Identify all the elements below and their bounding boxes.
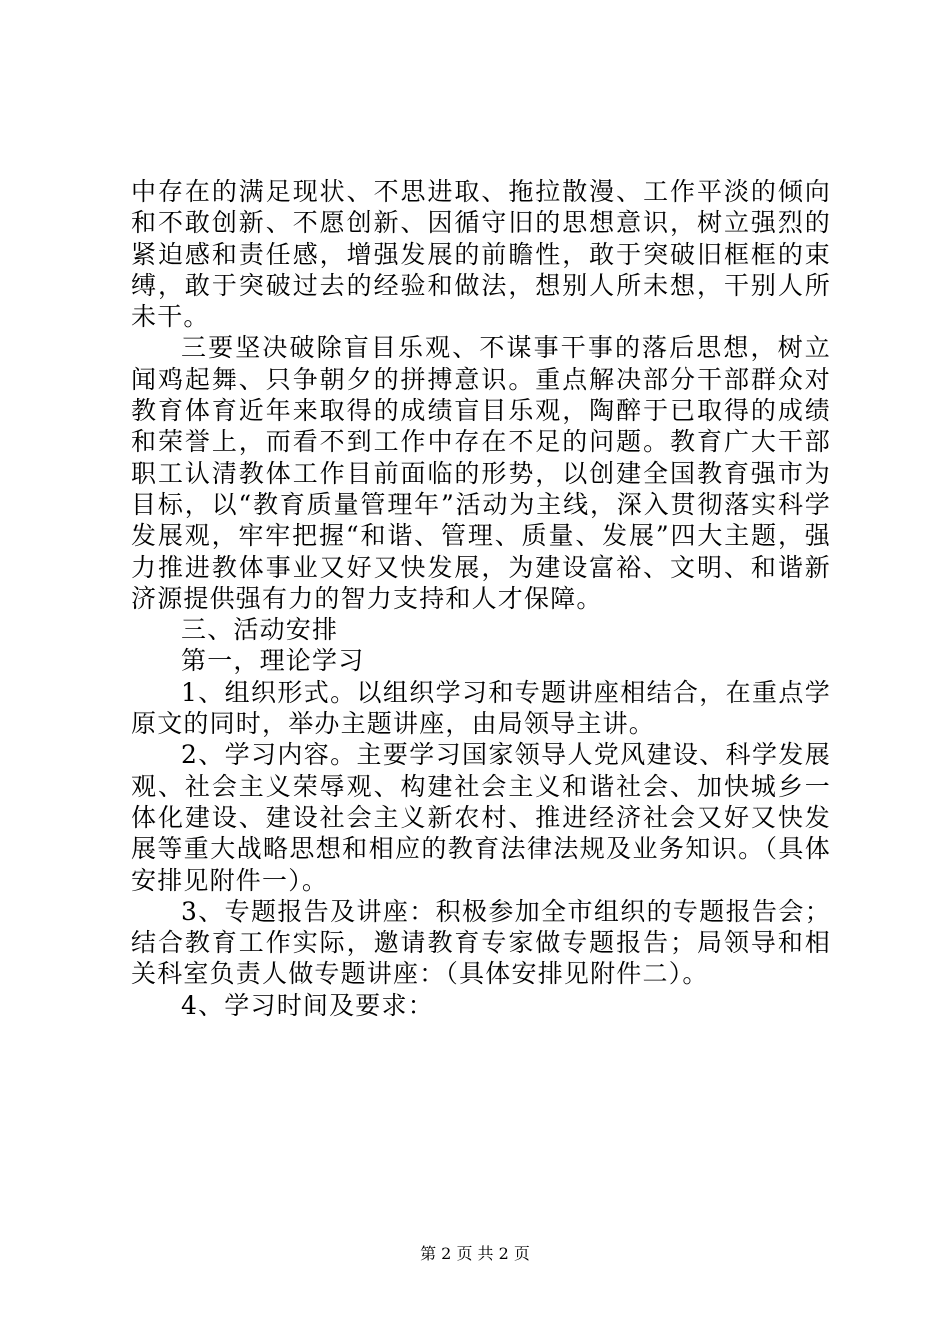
paragraph-organization-form: 1、组织形式。以组织学习和专题讲座相结合，在重点学原文的同时，举办主题讲座，由局领导主讲。: [131, 677, 831, 739]
paragraph-study-content: 2、学习内容。主要学习国家领导人党风建设、科学发展观、社会主义荣辱观、构建社会主义和谐社会、加快城乡一体化建设、建设社会主义新农村、推进经济社会又好又快发展等重大战略思想和相应的教育法律法规及业务知识。（具体安排见附件一）。: [131, 740, 831, 895]
paragraph-2: 三要坚决破除盲目乐观、不谋事干事的落后思想，树立闻鸡起舞、只争朝夕的拼搏意识。重点解决部分干部群众对教育体育近年来取得的成绩盲目乐观，陶醉于已取得的成绩和荣誉上，而看不到工作中存在不足的问题。教育广大干部职工认清教体工作目前面临的形势，以创建全国教育强市为目标，以“教育质量管理年”活动为主线，深入贯彻落实科学发展观，牢牢把握“和谐、管理、质量、发展”四大主题，强力推进教体事业又好又快发展，为建设富裕、文明、和谐新济源提供强有力的智力支持和人才保障。: [131, 333, 831, 613]
section-heading-activity-arrangement: 三、活动安排: [181, 615, 339, 645]
page-number-footer: 第 2 页 共 2 页: [420, 1244, 530, 1263]
document-body: [131, 176, 831, 1021]
paragraph-study-time: 4、学习时间及要求：: [181, 990, 434, 1020]
paragraph-special-reports: 3、专题报告及讲座：积极参加全市组织的专题报告会；结合教育工作实际，邀请教育专家做专题报告；局领导和相关科室负责人做专题讲座：（具体安排见附件二）。: [131, 896, 831, 989]
subheading-theory-study: 第一，理论学习: [181, 646, 365, 676]
paragraph-1: 中存在的满足现状、不思进取、拖拉散漫、工作平淡的倾向和不敢创新、不愿创新、因循守旧的思想意识，树立强烈的紧迫感和责任感，增强发展的前瞻性，敢于突破旧框框的束缚，敢于突破过去的经验和做法，想别人所未想，干别人所未干。: [131, 177, 831, 332]
